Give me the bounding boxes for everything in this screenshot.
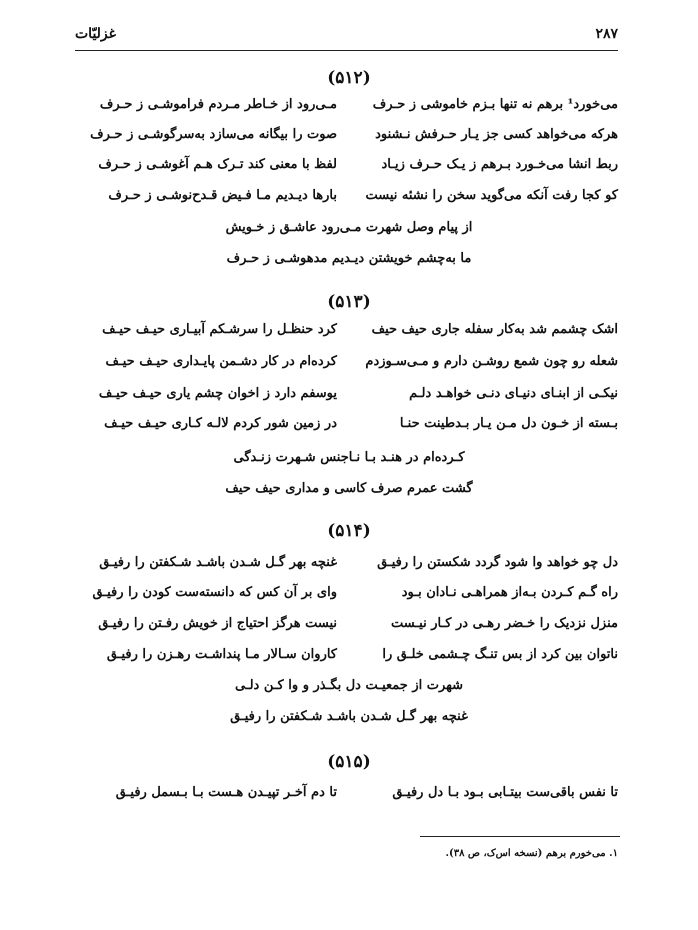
hemistich-right: دل چو خواهد وا شود گردد شکستن را رفیـق — [377, 555, 618, 570]
hemistich-left: کرده‌ام در کار دشـمن پایـداری حیـف حیـف — [105, 354, 337, 369]
hemistich-right: می‌خورد¹ برهم نه تنها بـزم خاموشی ز حـرف — [372, 97, 618, 112]
hemistich-right: منزل نزدیک را خـضر رهـی در کـار نیـست — [391, 616, 618, 631]
hemistich-right: تا نفس باقی‌ست بیتـابی بـود بـا دل رفیـق — [392, 785, 618, 800]
footnote-rule — [420, 836, 620, 837]
hemistich-left: کرد حنظـل را سرشـکم آبیـاری حیـف حیـف — [102, 322, 337, 337]
hemistich-right: بـسته از خـون دل مـن یـار بـدطینت حنـا — [399, 416, 618, 431]
hemistich-left: غنچه بهر گـل شـدن باشـد شـکفتن را رفیـق — [99, 555, 337, 570]
hemistich-right: اشک چشمم شد به‌کار سفله جاری حیف حیف — [371, 322, 618, 337]
poem-number: (۵۱۴) — [327, 521, 371, 541]
footnote: ۱. می‌خورم برهم (نسخه اس‌ک، ص ۳۸). — [445, 848, 618, 859]
hemistich-left: مـی‌رود از خـاطر مـردم فراموشـی ز حـرف — [99, 97, 337, 112]
hemistich-right: کو کجا رفت آنکه می‌گوید سخن را نشئه نیست — [365, 188, 618, 203]
page-number: ۲۸۷ — [595, 26, 618, 42]
section-title: غزلیّات — [75, 26, 116, 42]
running-header — [75, 26, 618, 48]
hemistich-right: نیکـی از ابنـای دنیـای دنـی خواهـد دلـم — [409, 386, 618, 401]
closing-hemistich: غنچه بهر گـل شـدن باشـد شـکفتن را رفیـق — [230, 709, 468, 724]
header-rule — [75, 50, 618, 51]
closing-hemistich: کـرده‌ام در هنـد بـا نـاجنس شـهرت زنـدگی — [233, 450, 465, 465]
closing-hemistich: از پیام وصل شهرت مـی‌رود عاشـق ز خـویش — [225, 220, 473, 235]
hemistich-right: ربط انشا می‌خـورد بـرهم ز یـک حـرف زیـاد — [381, 157, 618, 172]
hemistich-left: صوت را بیگانه می‌سازد به‌سرگوشـی ز حـرف — [90, 127, 337, 142]
closing-hemistich: شهرت از جمعیـت دل بگـذر و وا کـن دلـی — [234, 678, 464, 693]
hemistich-right: شعله رو چون شمع روشـن دارم و مـی‌سـوزدم — [365, 354, 618, 369]
hemistich-left: لفظ با معنی کند تـرک هـم آغوشـی ز حـرف — [98, 157, 337, 172]
hemistich-left: تا دم آخـر تپیـدن هـست بـا بـسمل رفیـق — [115, 785, 337, 800]
hemistich-left: نیست هرگز احتیاج از خویش رفـتن را رفیـق — [98, 616, 337, 631]
hemistich-left: یوسفم دارد ز اخوان چشم یاری حیـف حیـف — [98, 386, 337, 401]
hemistich-right: هرکه می‌خواهد کسی جز یـار حـرفش نـشنود — [375, 127, 618, 142]
hemistich-right: راه گـم کـردن بـه‌از همراهـی نـادان بـود — [401, 585, 618, 600]
poem-number: (۵۱۲) — [327, 68, 371, 88]
hemistich-left: بارها دیـدیم مـا فـیض قـدح‌نوشـی ز حـرف — [108, 188, 337, 203]
poem-number: (۵۱۳) — [327, 292, 371, 312]
hemistich-left: کاروان سـالار مـا پنداشـت رهـزن را رفیـق — [106, 647, 337, 662]
hemistich-right: ناتوان بین کرد از بس تنـگ چـشمی خلـق را — [382, 647, 618, 662]
closing-hemistich: ما به‌چشم خویشتن دیـدیم مدهوشـی ز حـرف — [226, 251, 472, 266]
poem-number: (۵۱۵) — [327, 752, 371, 772]
hemistich-left: وای بر آن کس که دانسته‌ست کودن را رفیـق — [92, 585, 337, 600]
hemistich-left: در زمین شور کردم لالـه کـاری حیـف حیـف — [104, 416, 337, 431]
closing-hemistich: گشت عمرم صرف کاسی و مداری حیف حیف — [225, 481, 473, 496]
